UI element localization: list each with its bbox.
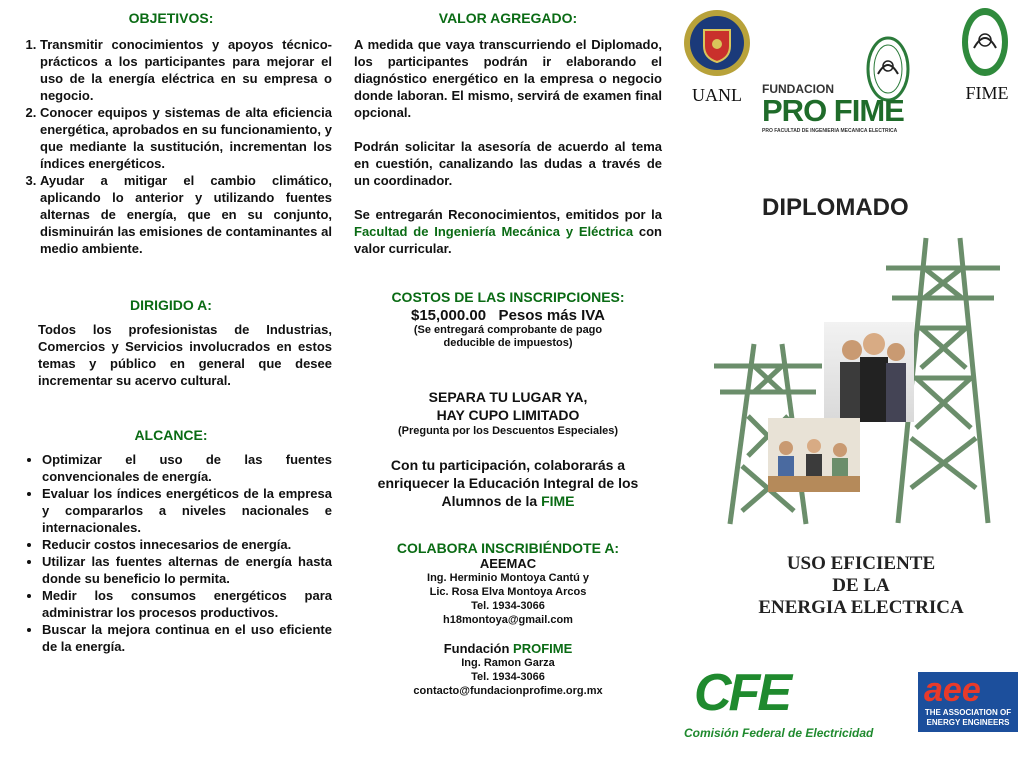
fime-seal-icon bbox=[960, 6, 1010, 78]
cover-panel bbox=[676, 0, 1020, 768]
column-left bbox=[10, 0, 332, 655]
people-icon bbox=[824, 322, 914, 422]
separa-line1: SEPARA TU LUGAR YA, bbox=[428, 389, 588, 405]
profime-wordmark bbox=[762, 82, 934, 134]
participa-body: Con tu participación, colaborarás a enriquecer la Educación Integral de los Alumnos de la bbox=[377, 457, 639, 509]
valor-p1: A medida que vaya transcurriendo el Diplomado, los participantes podrán ir elaborando el diagnóstico energético en la empresa o negocio donde laboran. El mismo, servirá de examen final opcional. bbox=[354, 37, 662, 120]
dirigido-text: Todos los profesionistas de Industrias, Comercios y Servicios involucrados en estos temas y público en general que desee incrementar su acervo cultural. bbox=[38, 322, 332, 388]
aee-name2: ENERGY ENGINEERS bbox=[926, 718, 1010, 727]
facultad-link: Facultad de Ingeniería Mecánica y Eléctrica bbox=[354, 224, 634, 239]
separa-note: (Pregunta por los Descuentos Especiales) bbox=[397, 425, 619, 437]
colabora-org2 bbox=[354, 641, 662, 656]
aee-word: aee bbox=[924, 672, 981, 709]
valor-p3 bbox=[354, 206, 662, 257]
business-people-photo bbox=[824, 322, 914, 422]
valor-p2: Podrán solicitar la asesoría de acuerdo al tema en cuestión, canalizando las dudas a través de un coordinador. bbox=[354, 139, 662, 188]
costos-heading: COSTOS DE LAS INSCRIPCIONES: bbox=[391, 289, 625, 305]
cfe-word: CFE bbox=[694, 664, 789, 722]
cover-title-line1: USO EFICIENTE bbox=[786, 553, 936, 574]
uanl-seal-icon bbox=[682, 8, 752, 78]
separa-line2: HAY CUPO LIMITADO bbox=[436, 407, 580, 423]
fime-logo bbox=[960, 6, 1014, 104]
participa-fime: FIME bbox=[541, 493, 575, 509]
participa-text bbox=[354, 456, 662, 510]
uanl-text: UANL bbox=[692, 85, 742, 105]
dirigido-heading: DIRIGIDO A: bbox=[130, 297, 212, 313]
alcance-item-3: • Reducir costos innecesarios de energía. bbox=[42, 536, 332, 553]
alcance-item-6: • Buscar la mejora continua en el uso eficiente de la energía. bbox=[42, 621, 332, 655]
aee-name1: THE ASSOCIATION OF bbox=[924, 708, 1012, 717]
fime-text: FIME bbox=[965, 83, 1009, 103]
objetivo-item-1: 1. Transmitir conocimientos y apoyos técnico-prácticos a los participantes para mejorar el uso de la energía eléctrica en su empresa o negocio. bbox=[40, 36, 332, 104]
fundacion-label: Fundación bbox=[443, 641, 514, 656]
cover-title-line2: DE LA bbox=[832, 575, 890, 596]
diplomado-title: DIPLOMADO bbox=[762, 194, 909, 221]
colabora-contact1: Ing. Herminio Montoya Cantú y bbox=[427, 572, 589, 584]
colabora-org1: AEEMAC bbox=[479, 556, 537, 571]
classroom-icon bbox=[768, 418, 860, 492]
colabora-tel2: Tel. 1934-3066 bbox=[471, 671, 545, 683]
alcance-heading: ALCANCE: bbox=[134, 427, 208, 443]
profime-label: PROFIME bbox=[513, 641, 573, 656]
cover-title bbox=[736, 553, 986, 619]
uanl-logo bbox=[682, 8, 752, 106]
column-middle bbox=[354, 0, 662, 698]
price-note: (Se entregará comprobante de pago deducible de impuestos) bbox=[413, 324, 603, 349]
colabora-mail1: h18montoya@gmail.com bbox=[443, 614, 573, 626]
fundacion-word: FUNDACION bbox=[762, 82, 834, 96]
valor-heading: VALOR AGREGADO: bbox=[438, 10, 578, 26]
colabora-contact2: Lic. Rosa Elva Montoya Arcos bbox=[429, 586, 587, 598]
alcance-item-4: • Utilizar las fuentes alternas de energía hasta donde su beneficio lo permita. bbox=[42, 553, 332, 587]
alcance-item-5: • Medir los consumos energéticos para administrar los procesos productivos. bbox=[42, 587, 332, 621]
colabora-tel1: Tel. 1934-3066 bbox=[471, 600, 545, 612]
objetivos-list bbox=[10, 36, 332, 257]
alcance-item-2: • Evaluar los índices energéticos de la empresa y compararlos a niveles nacionales e internacionales. bbox=[42, 485, 332, 536]
objetivos-heading: OBJETIVOS: bbox=[128, 10, 214, 26]
cover-title-line3: ENERGIA ELECTRICA bbox=[758, 597, 964, 618]
objetivo-item-3: 3. Ayudar a mitigar el cambio climático, aplicando lo anterior y utilizando fuentes alternas de energía, que en su conjunto, disminuirán las emisiones de contaminantes al medio ambiente. bbox=[40, 172, 332, 257]
valor-p3-end: con valor curricular. bbox=[354, 224, 662, 256]
alcance-list bbox=[10, 451, 332, 655]
colabora-contact3: Ing. Ramon Garza bbox=[461, 657, 555, 669]
profime-word: PRO FIME bbox=[762, 93, 904, 128]
aee-logo bbox=[918, 672, 1018, 732]
cfe-name: Comisión Federal de Electricidad bbox=[684, 726, 874, 740]
price-text: $15,000.00 Pesos más IVA bbox=[410, 307, 606, 324]
colabora-mail2: contacto@fundacionprofime.org.mx bbox=[413, 685, 603, 697]
cfe-logo bbox=[684, 666, 904, 740]
profime-subtitle: PRO FACULTAD DE INGENIERIA MECANICA ELECTRICA bbox=[762, 128, 898, 134]
valor-p3-text: Se entregarán Reconocimientos, emitidos por la bbox=[354, 207, 662, 222]
alcance-item-1: • Optimizar el uso de las fuentes convencionales de energía. bbox=[42, 451, 332, 485]
objetivo-item-2: 2. Conocer equipos y sistemas de alta eficiencia energética, aprobados en su funcionamiento, y que mediante la sustitución, incrementan los índices energéticos. bbox=[40, 104, 332, 172]
classroom-photo bbox=[768, 418, 860, 492]
colabora-heading: COLABORA INSCRIBIÉNDOTE A: bbox=[396, 540, 620, 556]
